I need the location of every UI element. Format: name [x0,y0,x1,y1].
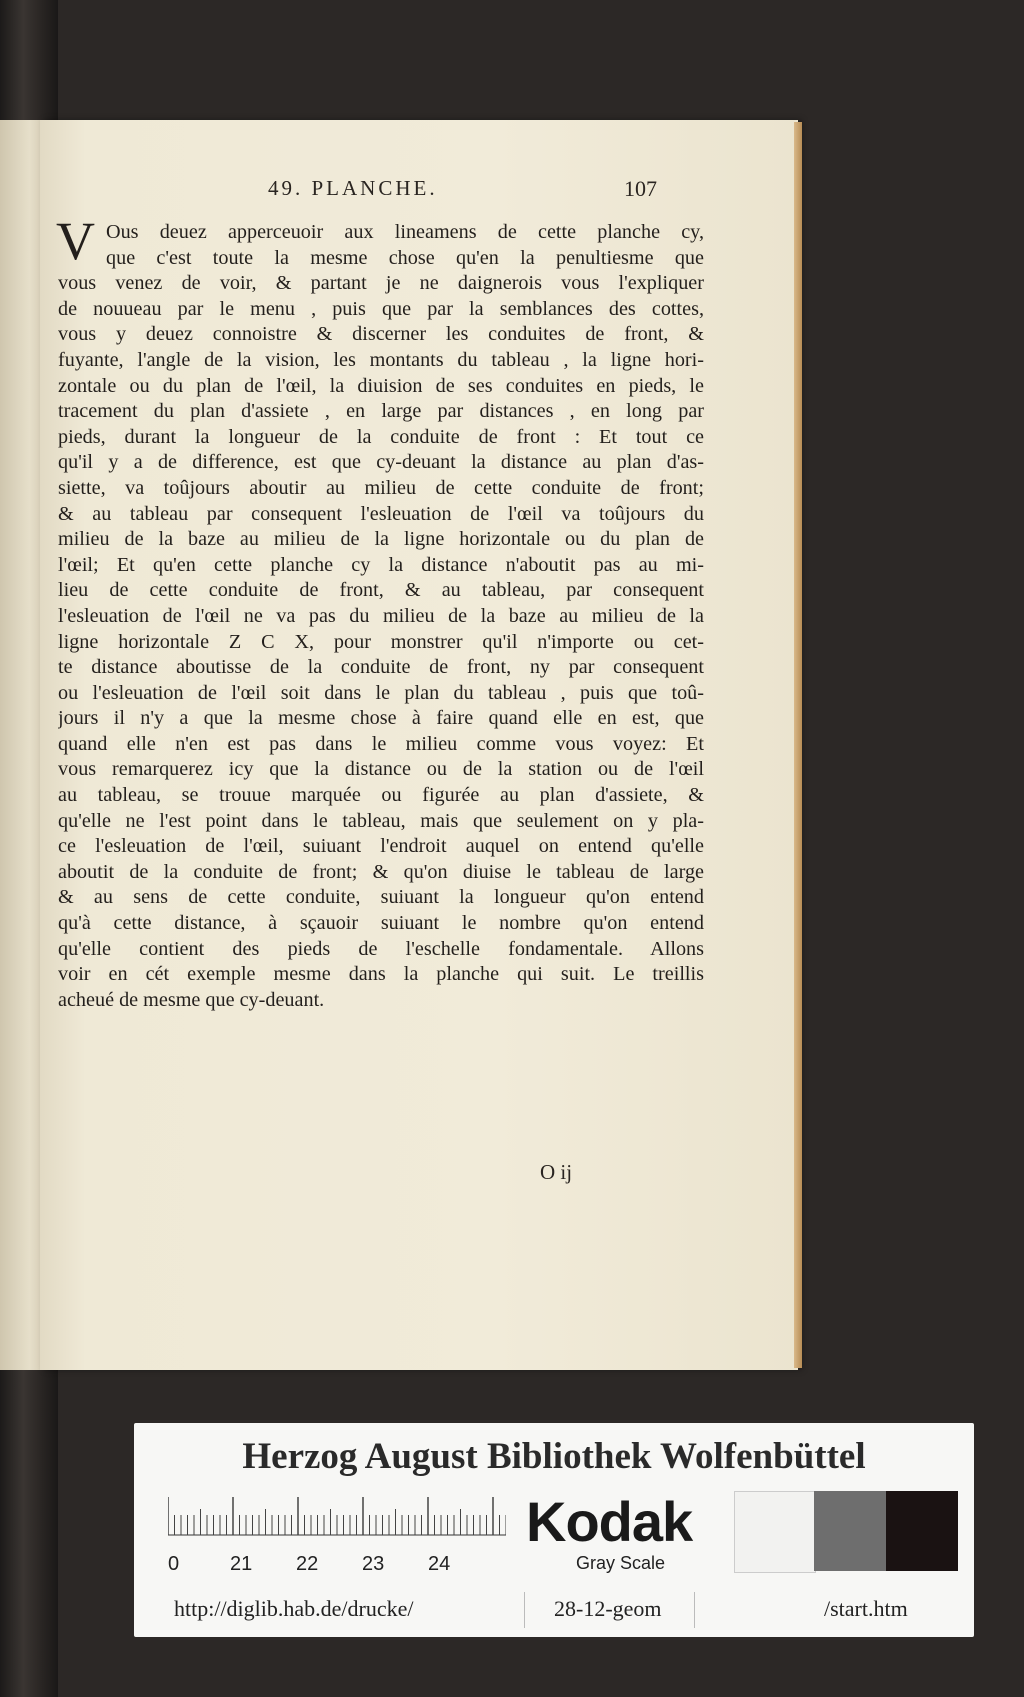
text-line: tracement du plan d'assiete , en large par distances , en long par [58,400,704,423]
text-line: lieu de cette conduite de front, & au tableau, par consequent [58,579,704,602]
gray-patch-black [886,1491,958,1571]
text-line: voir en cét exemple mesme dans la planche qui suit. Le treillis [58,963,704,986]
ruler-label: 24 [428,1553,451,1575]
text-line: ce l'esleuation de l'œil, suiuant l'endroit auquel on entend qu'elle [58,835,704,858]
facing-page-edge [0,120,42,1370]
text-line: milieu de la baze au milieu de la ligne horizontale ou du plan de [58,528,704,551]
text-line: qu'elle ne l'est point dans le tableau, mais que seulement on y pla- [58,809,704,832]
text-line: pieds, durant la longueur de la conduite de front : Et tout ce [58,425,704,448]
text-line: siette, va toûjours aboutir au milieu de cette conduite de front; [58,476,704,499]
url-separator [524,1592,525,1628]
library-name: Herzog August Bibliothek Wolfenbüttel [242,1436,866,1477]
text-line: Ous deuez apperceuoir aux lineamens de cette planche cy, [106,221,704,243]
text-line: de nouueau par le menu , puis que par la semblances des cottes, [58,297,704,320]
text-line: ligne horizontale Z C X, pour monstrer qu'il n'importe ou cet- [58,630,704,653]
text-line: quand elle n'en est pas dans le milieu comme vous voyez: Et [58,732,704,755]
text-line: te distance aboutisse de la conduite de front, ny par consequent [58,656,704,679]
text-line: que c'est toute la mesme chose qu'en la penultiesme que [106,246,704,269]
ruler-label: 21 [230,1553,253,1575]
drop-capital: V [56,211,95,271]
gray-patch-white [734,1491,816,1573]
text-line: l'œil; Et qu'en cette planche cy la distance n'aboutit pas au mi- [58,553,704,576]
body-text [58,220,704,1013]
url-part-base: http://diglib.hab.de/drucke/ [174,1596,414,1621]
color-target-card [134,1423,974,1637]
text-line: & au sens de cette conduite, suiuant la longueur qu'on entend [58,886,704,909]
page-fore-edge [794,122,802,1368]
url-bar [134,1588,974,1632]
ruler-label: 0 [168,1553,180,1575]
text-line: acheué de mesme que cy-deuant. [58,988,325,1011]
ruler-labels [168,1553,508,1579]
gray-scale-label: Gray Scale [576,1553,666,1573]
url-part-end: /start.htm [824,1596,908,1621]
running-head: 49. PLANCHE. [268,176,438,200]
text-line: fuyante, l'angle de la vision, les montants du tableau , la ligne hori- [58,348,704,371]
ruler-label: 22 [296,1553,319,1575]
text-line: qu'il y a de difference, est que cy-deuant la distance au plan d'as- [58,451,704,474]
text-line: aboutit de la conduite de front; & qu'on diuise le tableau de large [58,860,704,883]
text-line: ou l'esleuation de l'œil soit dans le plan du tableau , puis que toû- [58,681,704,704]
kodak-logo: Kodak [526,1490,693,1553]
text-line: vous y deuez connoistre & discerner les conduites de front, & [58,323,704,346]
text-line: vous venez de voir, & partant je ne daignerois vous l'expliquer [58,272,704,295]
url-separator [694,1592,695,1628]
text-line: zontale ou du plan de l'œil, la diuision de ses conduites en pieds, le [58,374,704,397]
page-number: 107 [624,176,657,201]
signature-mark: O ij [540,1160,573,1184]
text-line: & au tableau par consequent l'esleuation de l'œil va toûjours du [58,502,704,525]
text-line: l'esleuation de l'œil ne va pas du milieu de la baze au milieu de la [58,604,704,627]
text-line: qu'à cette distance, à sçauoir suiuant le nombre qu'on entend [58,912,704,935]
text-line: vous remarquerez icy que la distance ou de la station ou de l'œil [58,758,704,781]
ruler-scale [168,1497,506,1537]
url-part-id: 28-12-geom [554,1596,662,1621]
text-line: qu'elle contient des pieds de l'eschelle fondamentale. Allons [58,937,704,960]
gray-patch-mid [814,1491,886,1571]
text-line: jours il n'y a que la mesme chose à faire quand elle en est, que [58,707,704,730]
text-line: au tableau, se trouue marquée ou figurée au plan d'assiete, & [58,784,704,807]
ruler-label: 23 [362,1553,385,1575]
book-page [40,120,798,1370]
